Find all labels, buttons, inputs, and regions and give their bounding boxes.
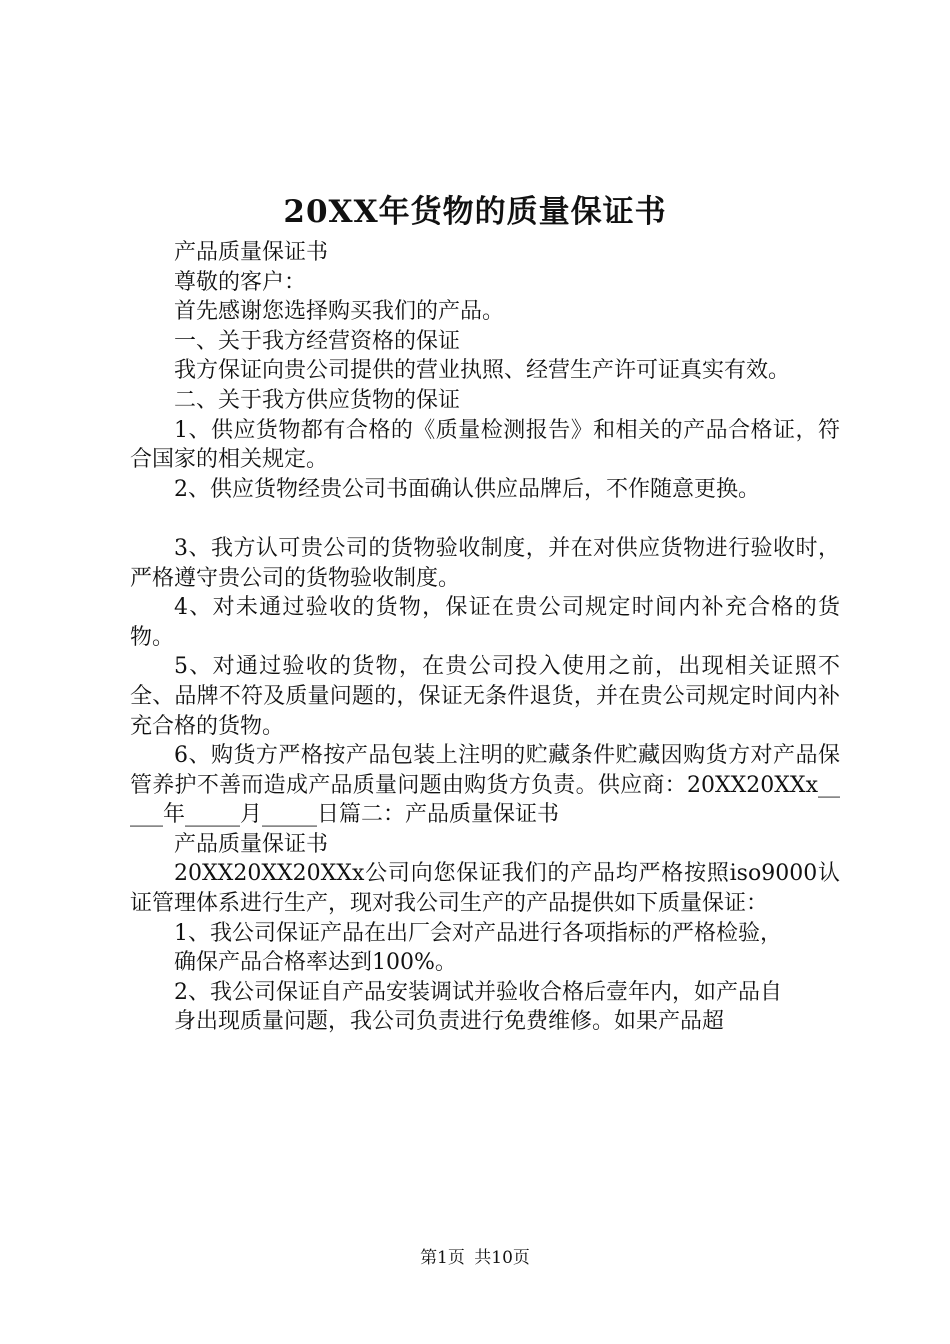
paragraph: 5、对通过验收的货物，在贵公司投入使用之前，出现相关证照不全、品牌不符及质量问题的，保证无条件退货，并在贵公司规定时间内补充合格的货物。 <box>130 654 840 739</box>
paragraph: 6、购货方严格按产品包装上注明的贮藏条件贮藏因购货方对产品保管养护不善而造成产品质量问题由购货方负责。供应商：20XX20XXx_____年_____月_____日篇二：产品质量保证书 <box>130 743 840 828</box>
paragraph: 尊敬的客户： <box>174 269 307 295</box>
paragraph: 我方保证向贵公司提供的营业执照、经营生产许可证真实有效。 <box>174 358 791 384</box>
paragraph: 身出现质量问题，我公司负责进行免费维修。如果产品超 <box>174 1009 725 1035</box>
paragraph: 首先感谢您选择购买我们的产品。 <box>174 299 505 325</box>
document-body <box>130 238 840 1037</box>
paragraph: 产品质量保证书 <box>174 831 329 857</box>
paragraph: 2、我公司保证自产品安装调试并验收合格后壹年内，如产品自 <box>174 979 782 1005</box>
document-title: 20XX年货物的质量保证书 <box>283 194 667 230</box>
paragraph: 1、我公司保证产品在出厂会对产品进行各项指标的严格检验， <box>174 920 782 946</box>
page-number: 第1页 <box>420 1248 465 1268</box>
section-heading: 二、关于我方供应货物的保证 <box>174 387 461 413</box>
paragraph: 4、对未通过验收的货物，保证在贵公司规定时间内补充合格的货物。 <box>130 595 840 650</box>
paragraph: 2、供应货物经贵公司书面确认供应品牌后，不作随意更换。 <box>174 476 760 502</box>
page-total: 共10页 <box>474 1248 530 1268</box>
paragraph: 20XX20XX20XXx公司向您保证我们的产品均严格按照iso9000认证管理体系进行生产，现对我公司生产的产品提供如下质量保证： <box>130 861 840 917</box>
paragraph: 确保产品合格率达到100%。 <box>174 950 457 976</box>
paragraph: 产品质量保证书 <box>174 240 329 265</box>
paragraph: 3、我方认可贵公司的货物验收制度，并在对供应货物进行验收时，严格遵守贵公司的货物验收制度。 <box>130 535 840 591</box>
page-footer <box>0 1243 950 1268</box>
section-heading: 一、关于我方经营资格的保证 <box>174 328 461 354</box>
paragraph: 1、供应货物都有合格的《质量检测报告》和相关的产品合格证，符合国家的相关规定。 <box>130 417 840 473</box>
